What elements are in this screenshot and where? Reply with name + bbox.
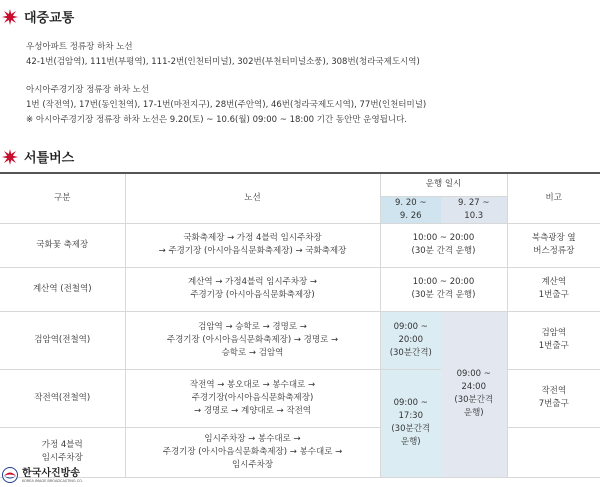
- route-line: 검암역 → 승학로 → 경명로 →: [198, 321, 307, 332]
- logo-subtitle: KOREA IMAGE BROADCASTING CO.: [22, 478, 83, 483]
- route-line: 승학로 → 검암역: [221, 347, 284, 358]
- time-line: 09:00 ~: [393, 321, 428, 332]
- red-burst-icon: [2, 149, 18, 165]
- note-line: 버스정류장: [533, 246, 575, 256]
- row-note: [507, 267, 600, 311]
- period-2-time: [441, 311, 507, 477]
- route-line: 국화축제장 → 가정 4블럭 임시주차장: [183, 233, 322, 243]
- section-heading-shuttle: [2, 147, 74, 166]
- note-line: 1번출구: [538, 290, 569, 300]
- note-line: 7번출구: [538, 399, 569, 409]
- logo-name: 한국사진방송: [22, 467, 80, 479]
- row-note: [507, 369, 600, 427]
- time-line: 24:00: [461, 382, 486, 392]
- row-category: [0, 223, 125, 267]
- row-route: [125, 427, 380, 477]
- row-route: [125, 223, 380, 267]
- row-category: [0, 311, 125, 369]
- category-text: 작전역(전철역): [34, 392, 91, 403]
- row-time: [380, 267, 507, 311]
- category-text: 임시주차장: [41, 453, 83, 463]
- red-burst-icon: [2, 9, 18, 25]
- time-line: 17:30: [398, 411, 423, 421]
- route-line: 임시주차장 → 봉수대로 →: [204, 433, 301, 444]
- header-period-1: [380, 196, 441, 223]
- row-time: [380, 223, 507, 267]
- header-schedule: 운행 일시: [380, 173, 507, 196]
- time-line: 10:00 ~ 20:00: [412, 233, 475, 243]
- row-route: [125, 267, 380, 311]
- time-line: (30분간격): [389, 347, 432, 358]
- table-row: [0, 223, 600, 267]
- time-line: 운행): [400, 437, 421, 447]
- table-row: [0, 311, 600, 369]
- route-line: 임시주차장: [231, 459, 274, 470]
- section-title: 대중교통: [24, 11, 75, 26]
- period-1-end: 9. 26: [399, 210, 422, 221]
- category-text: 가정 4블럭: [41, 440, 83, 450]
- logo-mark-icon: [2, 467, 18, 483]
- time-line: (30분 간격 운행): [411, 290, 476, 300]
- header-category: 구분: [0, 173, 125, 223]
- route-line: 주경기장 (아시아음식문화축제장) → 경명로 →: [166, 334, 339, 345]
- row-category: [0, 369, 125, 427]
- route-line: 작전역 → 봉오대로 → 봉수대로 →: [189, 379, 316, 390]
- row-route: [125, 311, 380, 369]
- time-line: 09:00 ~: [456, 369, 491, 379]
- note-line: 북측광장 옆: [531, 233, 576, 243]
- route-line: 계산역 → 가정4블럭 임시주차장 →: [188, 277, 317, 287]
- notice-text: ※ 아시아주경기장 정류장 하차 노선은 9.20(토) ~ 10.6(월) 09:00 ~ 18:00 기간 동안만 운영됩니다.: [26, 115, 407, 125]
- note-line: 계산역: [541, 277, 567, 287]
- period-2-end: 10.3: [464, 210, 484, 221]
- stop2-title: 아시아주경기장 정류장 하차 노선: [26, 85, 150, 95]
- time-line: 10:00 ~ 20:00: [412, 277, 475, 287]
- time-line: (30분간격: [391, 424, 431, 434]
- period-2-start: 9. 27 ~: [458, 197, 490, 208]
- stop1-title: 우성아파트 정류장 하차 노선: [26, 42, 133, 52]
- category-text: 검암역(전철역): [34, 334, 91, 345]
- route-line: → 주경기장 (아시아음식문화축제장) → 국화축제장: [158, 246, 347, 256]
- route-line: 주경기장(아시아음식문화축제장): [191, 392, 314, 403]
- header-note: 비고: [507, 173, 600, 223]
- row-category: [0, 267, 125, 311]
- time-line: (30분 간격 운행): [411, 246, 476, 256]
- time-line: 운행): [463, 408, 484, 418]
- table-row: [0, 267, 600, 311]
- category-text: 국화꽃 축제장: [36, 239, 89, 250]
- section-heading-transit: [2, 7, 74, 26]
- route-line: 주경기장 (아시아음식문화축제장): [190, 290, 315, 300]
- gyeomam-time: [380, 311, 441, 369]
- note-line: 작전역: [541, 386, 567, 396]
- broadcaster-logo: [2, 467, 83, 483]
- shuttle-schedule-table: [0, 172, 600, 478]
- category-text: 계산역 (전철역): [32, 283, 92, 294]
- time-line: (30분간격: [454, 395, 494, 405]
- route-line: → 경명로 → 계양대로 → 작전역: [194, 405, 311, 416]
- stop1-routes: 42-1번(검암역), 111번(부평역), 111-2번(인천터미널), 302번(부천터미널소풍), 308번(청라국제도시역): [26, 57, 420, 67]
- time-line: 09:00 ~: [393, 398, 428, 408]
- row-route: [125, 369, 380, 427]
- section-title: 서틀버스: [24, 151, 75, 166]
- row-note: [507, 311, 600, 369]
- time-line: 20:00: [398, 334, 423, 345]
- period-1-start: 9. 20 ~: [395, 197, 427, 208]
- note-line: 검암역: [541, 328, 567, 338]
- row-note: [507, 223, 600, 267]
- table-row: [0, 369, 600, 427]
- header-period-2: [441, 196, 507, 223]
- jakjeon-time: [380, 369, 441, 477]
- table-row: [0, 427, 600, 477]
- note-line: 1번출구: [538, 341, 569, 351]
- header-route: 노선: [125, 173, 380, 223]
- stop2-routes: 1번 (작전역), 17번(동인천역), 17-1번(마전지구), 28번(주안역), 46번(청라국제도시역), 77번(인천터미널): [26, 100, 427, 110]
- route-line: 주경기장 (아시아음식문화축제장) → 봉수대로 →: [162, 446, 343, 457]
- row-note: [507, 427, 600, 477]
